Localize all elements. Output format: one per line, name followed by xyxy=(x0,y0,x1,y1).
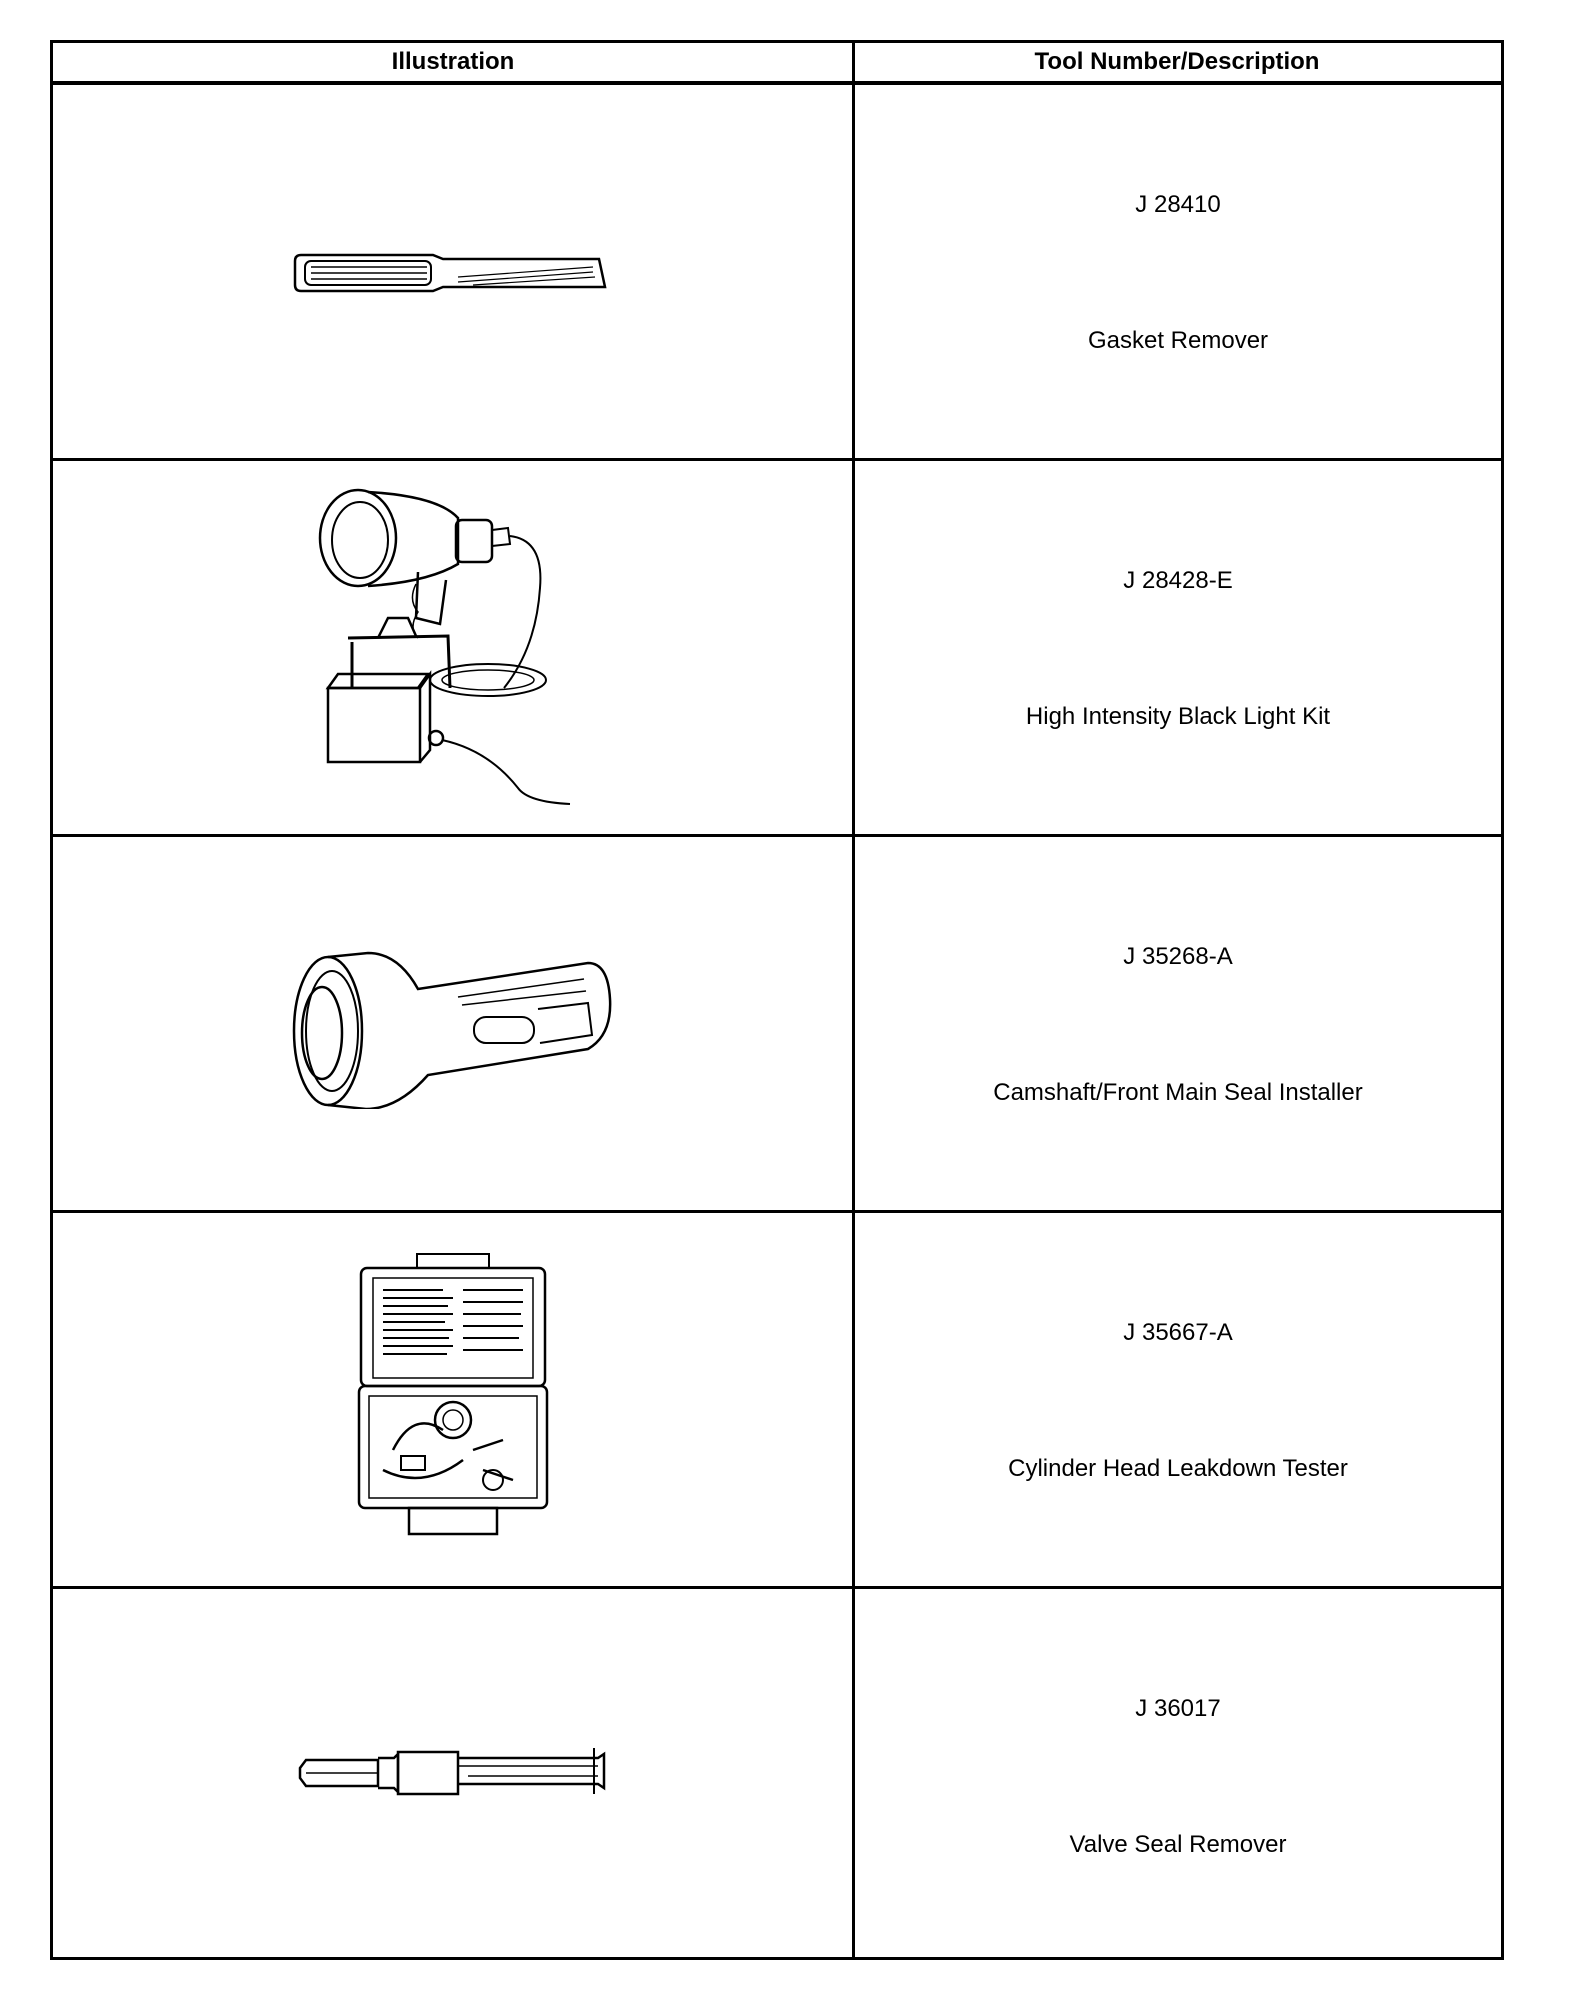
tool-description: Gasket Remover xyxy=(1087,327,1269,354)
leakdown-tester-icon xyxy=(353,1250,553,1550)
table-row xyxy=(53,461,1501,837)
table-row xyxy=(53,85,1501,461)
illustration-cell xyxy=(53,1213,853,1586)
seal-installer-icon xyxy=(288,939,618,1109)
valve-seal-remover-icon xyxy=(298,1738,608,1808)
tool-description: Camshaft/Front Main Seal Installer xyxy=(993,1079,1363,1106)
description-cell xyxy=(855,1589,1501,1957)
illustration-cell xyxy=(53,1589,853,1957)
header-tool-number-description: Tool Number/Description xyxy=(1034,48,1320,75)
illustration-cell xyxy=(53,837,853,1210)
illustration-cell xyxy=(53,85,853,458)
tool-description: Valve Seal Remover xyxy=(1069,1831,1287,1858)
tool-number: J 35268-A xyxy=(1123,943,1233,970)
tool-description: High Intensity Black Light Kit xyxy=(1025,703,1331,730)
description-cell xyxy=(855,1213,1501,1586)
description-cell xyxy=(855,837,1501,1210)
table-row xyxy=(53,837,1501,1213)
gasket-remover-icon xyxy=(293,247,613,297)
description-cell xyxy=(855,461,1501,834)
special-tools-table xyxy=(50,40,1504,1960)
description-cell xyxy=(855,85,1501,458)
tool-description: Cylinder Head Leakdown Tester xyxy=(1008,1455,1348,1482)
header-illustration: Illustration xyxy=(391,48,515,75)
table-row xyxy=(53,1589,1501,1957)
tool-number: J 28428-E xyxy=(1123,567,1233,594)
table-header xyxy=(53,43,1501,85)
tool-number: J 28410 xyxy=(1135,191,1221,218)
black-light-kit-icon xyxy=(308,488,598,808)
illustration-cell xyxy=(53,461,853,834)
tool-number: J 36017 xyxy=(1135,1695,1221,1722)
tool-number: J 35667-A xyxy=(1123,1319,1233,1346)
table-row xyxy=(53,1213,1501,1589)
